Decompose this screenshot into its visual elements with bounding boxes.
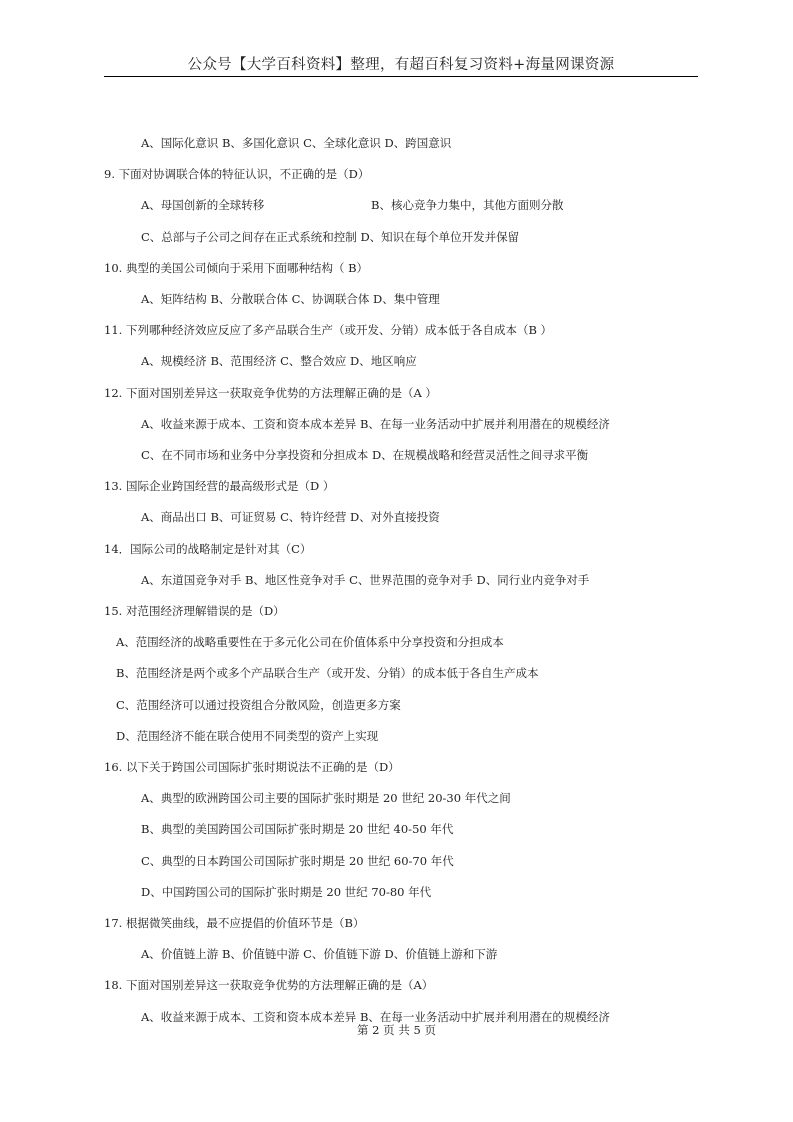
question: 11. 下列哪种经济效应反应了多产品联合生产（或开发、分销）成本低于各自成本（B ） [104,323,553,337]
question: 15. 对范围经济理解错误的是（D） [104,604,285,618]
question: 16. 以下关于跨国公司国际扩张时期说法不正确的是（D） [104,760,400,774]
page-footer: 第 2 页 共 5 页 [357,1023,436,1037]
question: 14．国际公司的战略制定是针对其（C） [104,542,312,556]
list-item: A、范围经济的战略重要性在于多元化公司在价值体系中分享投资和分担成本 [116,635,504,649]
list-item: A、典型的欧洲跨国公司主要的国际扩张时期是 20 世纪 20-30 年代之间 [141,791,511,805]
question: 9. 下面对协调联合体的特征认识，不正确的是（D） [104,167,370,181]
list-item: A、母国创新的全球转移 [141,198,265,212]
list-item: B、典型的美国跨国公司国际扩张时期是 20 世纪 40-50 年代 [141,822,454,836]
list-item: C、典型的日本跨国公司国际扩张时期是 20 世纪 60-70 年代 [141,854,454,868]
list-item: A、商品出口 B、可证贸易 C、特许经营 D、对外直接投资 [141,510,440,524]
list-item: C、范围经济可以通过投资组合分散风险，创造更多方案 [116,698,401,712]
question: 18. 下面对国别差异这一获取竞争优势的方法理解正确的是（A） [104,978,434,992]
question: 13. 国际企业跨国经营的最高级形式是（D ） [104,479,335,493]
list-item: A、价值链上游 B、价值链中游 C、价值链下游 D、价值链上游和下游 [141,947,498,961]
list-item: D、中国跨国公司的国际扩张时期是 20 世纪 70-80 年代 [141,885,432,899]
list-item: B、范围经济是两个或多个产品联合生产（或开发、分销）的成本低于各自生产成本 [116,666,539,680]
list-item: B、核心竞争力集中，其他方面则分散 [371,198,564,212]
list-item: A、收益来源于成本、工资和资本成本差异 B、在每一业务活动中扩展并利用潜在的规模经济 [141,1010,610,1024]
page-header: 公众号【大学百科资料】整理，有超百科复习资料+海量网课资源 [104,54,698,77]
list-item: D、范围经济不能在联合使用不同类型的资产上实现 [116,729,379,743]
list-item: A、国际化意识 B、多国化意识 C、全球化意识 D、跨国意识 [141,136,452,150]
list-item: C、在不同市场和业务中分享投资和分担成本 D、在规模战略和经营灵活性之间寻求平衡 [141,448,589,462]
list-item: A、东道国竞争对手 B、地区性竞争对手 C、世界范围的竞争对手 D、同行业内竞争对手 [141,573,590,587]
list-item: C、总部与子公司之间存在正式系统和控制 D、知识在每个单位开发并保留 [141,230,520,244]
list-item: A、规模经济 B、范围经济 C、整合效应 D、地区响应 [141,354,417,368]
list-item: A、矩阵结构 B、分散联合体 C、协调联合体 D、集中管理 [141,292,440,306]
question: 10. 典型的美国公司倾向于采用下面哪种结构（ B） [104,261,369,275]
list-item: A、收益来源于成本、工资和资本成本差异 B、在每一业务活动中扩展并利用潜在的规模经济 [141,417,610,431]
question: 12. 下面对国别差异这一获取竞争优势的方法理解正确的是（A ） [104,386,437,400]
question: 17. 根据微笑曲线，最不应提倡的价值环节是（B） [104,916,365,930]
